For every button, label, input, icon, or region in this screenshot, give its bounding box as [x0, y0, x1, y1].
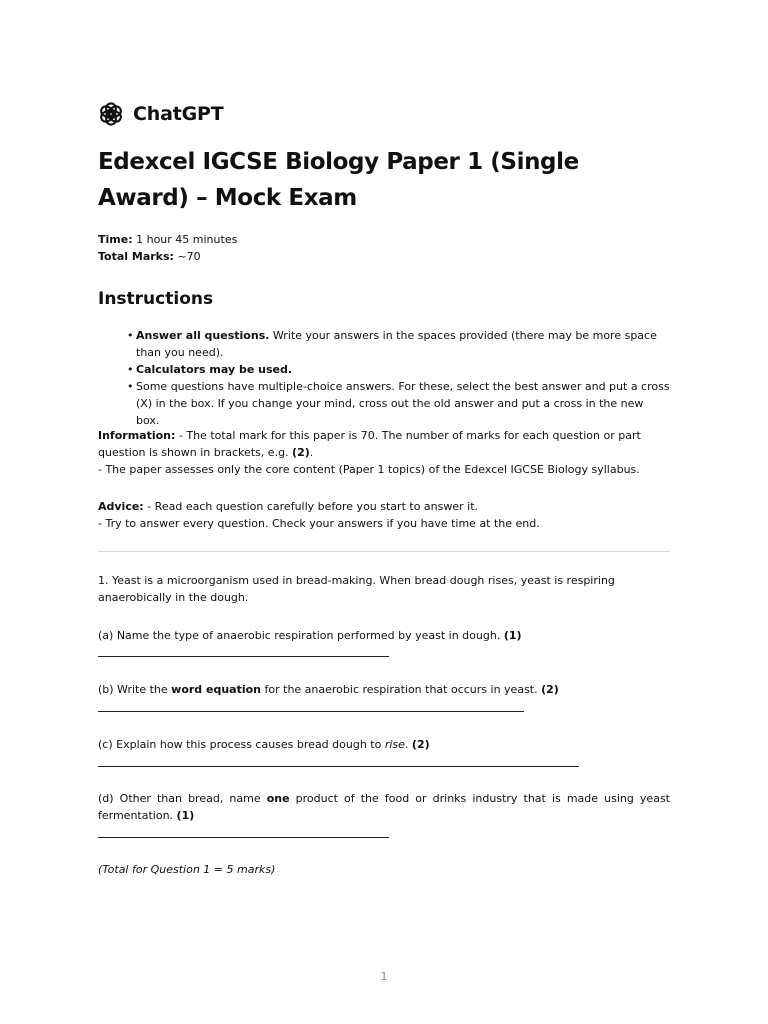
time-value: 1 hour 45 minutes — [136, 233, 238, 246]
answer-line-1d[interactable] — [98, 837, 389, 838]
page-title: Edexcel IGCSE Biology Paper 1 (Single Award) – Mock Exam — [98, 149, 579, 211]
answer-line-1c[interactable] — [98, 766, 579, 767]
question-1c: (c) Explain how this process causes bread dough to rise. (2) — [98, 738, 430, 751]
instructions-heading: Instructions — [98, 289, 214, 309]
question-1-intro: 1. Yeast is a microorganism used in bread-making. When bread dough rises, yeast is respiring anaerobically in the dough. — [98, 574, 615, 604]
question-1a: (a) Name the type of anaerobic respiration performed by yeast in dough. (1) — [98, 629, 522, 642]
total-marks-value: ~70 — [177, 250, 201, 263]
advice-label: Advice: — [98, 500, 144, 513]
total-marks-label: Total Marks: — [98, 250, 174, 263]
information-label: Information: — [98, 429, 176, 442]
time-label: Time: — [98, 233, 133, 246]
list-item: • Some questions have multiple-choice answers. For these, select the best answer and put a cross (X) in the box. If you change your mind, cross out the old answer and put a cross in the new box. — [127, 380, 670, 427]
question-1b: (b) Write the word equation for the anaerobic respiration that occurs in yeast. (2) — [98, 683, 559, 696]
instructions-list — [127, 327, 670, 429]
question-1-total: (Total for Question 1 = 5 marks) — [98, 863, 276, 876]
information-section: Information: - The total mark for this paper is 70. The number of marks for each question or part question is shown in brackets, e.g. (2). - The paper assesses only the core content (Paper 1 topics) of the Edexcel IGCSE Biology syllabus. — [98, 429, 641, 476]
list-item: • Calculators may be used. — [127, 363, 293, 376]
list-item: • Answer all questions. Write your answers in the spaces provided (there may be more space than you need). — [127, 329, 657, 359]
question-1d: (d) Other than bread, name one product of the food or drinks industry that is made using yeast fermentation. (1) — [98, 792, 670, 822]
total-marks-row — [98, 248, 670, 265]
chatgpt-logo — [98, 101, 223, 127]
logo-text: ChatGPT — [133, 103, 224, 125]
openai-knot-icon — [98, 101, 124, 127]
answer-line-1a[interactable] — [98, 656, 389, 657]
answer-line-1b[interactable] — [98, 711, 524, 712]
exam-meta — [98, 231, 670, 265]
time-row — [98, 231, 670, 248]
section-divider — [98, 551, 670, 552]
advice-section: Advice: - Read each question carefully before you start to answer it. - Try to answer every question. Check your answers if you have time at the end. — [98, 500, 540, 530]
page-number: 1 — [380, 970, 388, 983]
